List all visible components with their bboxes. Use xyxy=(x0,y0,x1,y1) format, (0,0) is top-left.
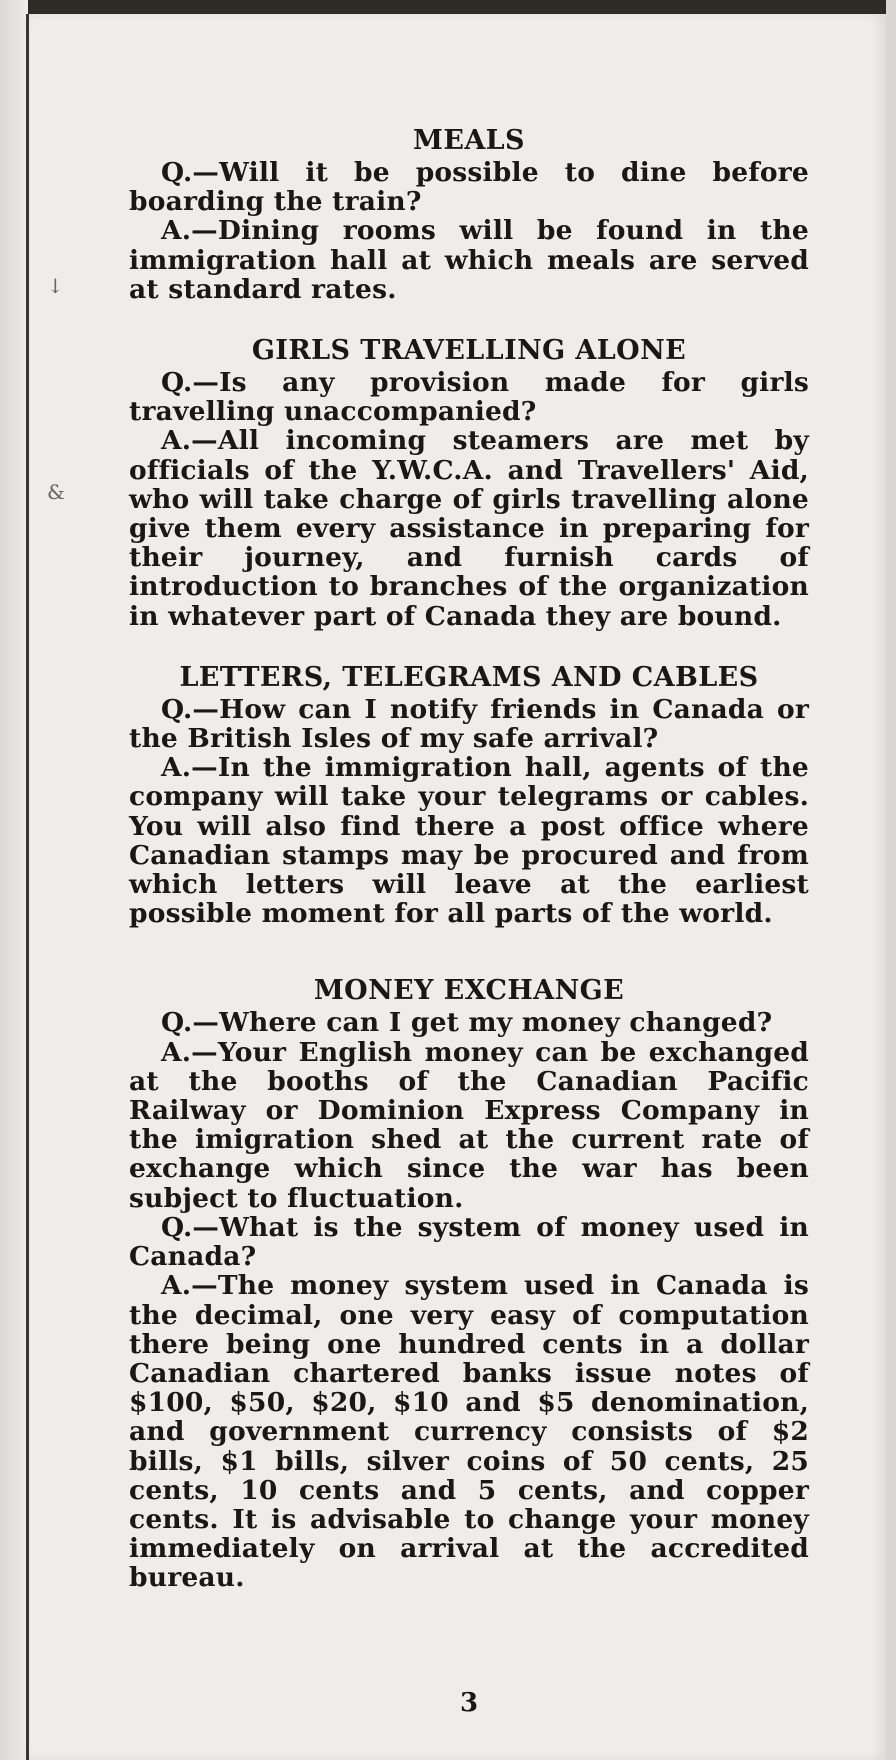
answer-money-exchange: A.—Your English money can be exchanged at the booths of the Canadian Pacific Railway or Dominion Express Company in the imigration shed at the current rate of exchange which since the war has been subject to fluctuation. xyxy=(129,1036,809,1214)
left-page-margin xyxy=(0,0,28,1760)
page-text xyxy=(129,124,809,1623)
question-money-system: Q.—What is the system of money used in Canada? xyxy=(129,1211,809,1273)
section-meals xyxy=(129,124,809,304)
section-heading-money: MONEY EXCHANGE xyxy=(313,975,625,1007)
book-page xyxy=(29,14,886,1760)
question-letters: Q.—How can I notify friends in Canada or the British Isles of my safe arrival? xyxy=(129,693,809,755)
section-girls-travelling-alone xyxy=(129,334,809,631)
question-money-exchange: Q.—Where can I get my money changed? xyxy=(161,1007,773,1039)
right-page-edge xyxy=(886,0,896,1760)
answer-letters: A.—In the immigration hall, agents of the company will take your telegrams or cables. You will also find there a post office where Canadian stamps may be procured and from which letters will leave at the earliest possible moment for all parts of the world. xyxy=(129,752,809,930)
scan-top-edge xyxy=(0,0,896,14)
question-meals: Q.—Will it be possible to dine before boarding the train? xyxy=(129,157,809,218)
section-heading-letters: LETTERS, TELEGRAMS AND CABLES xyxy=(179,661,759,693)
question-girls: Q.—Is any provision made for girls travelling unaccompanied? xyxy=(129,367,809,428)
section-money-exchange xyxy=(129,974,809,1592)
margin-ink-mark: & xyxy=(47,480,65,504)
section-heading-meals: MEALS xyxy=(413,125,525,156)
page-number: 3 xyxy=(459,1688,479,1718)
answer-meals: A.—Dining rooms will be found in the immigration hall at which meals are served at standard rates. xyxy=(129,215,809,305)
answer-money-system: A.—The money system used in Canada is the decimal, one very easy of computation there being one hundred cents in a dollar Canadian chartered banks issue notes of $100, $50, $20, $10 and $5 denomination, and government currency consists of $2 bills, $1 bills, silver coins of 50 cents, 25 cents, 10 cents and 5 cents, and copper cents. It is advisable to change your money immediately on arrival at the accredited bureau. xyxy=(129,1270,809,1594)
section-letters-telegrams xyxy=(129,661,809,929)
margin-tick-mark: ↓ xyxy=(47,274,64,298)
answer-girls: A.—All incoming steamers are met by officials of the Y.W.C.A. and Travellers' Aid, who will take charge of girls travelling alone give them every assistance in preparing for their journey, and furnish cards of introduction to branches of the organization in whatever part of Canada they are bound. xyxy=(129,425,809,632)
section-heading-girls: GIRLS TRAVELLING ALONE xyxy=(251,335,687,367)
